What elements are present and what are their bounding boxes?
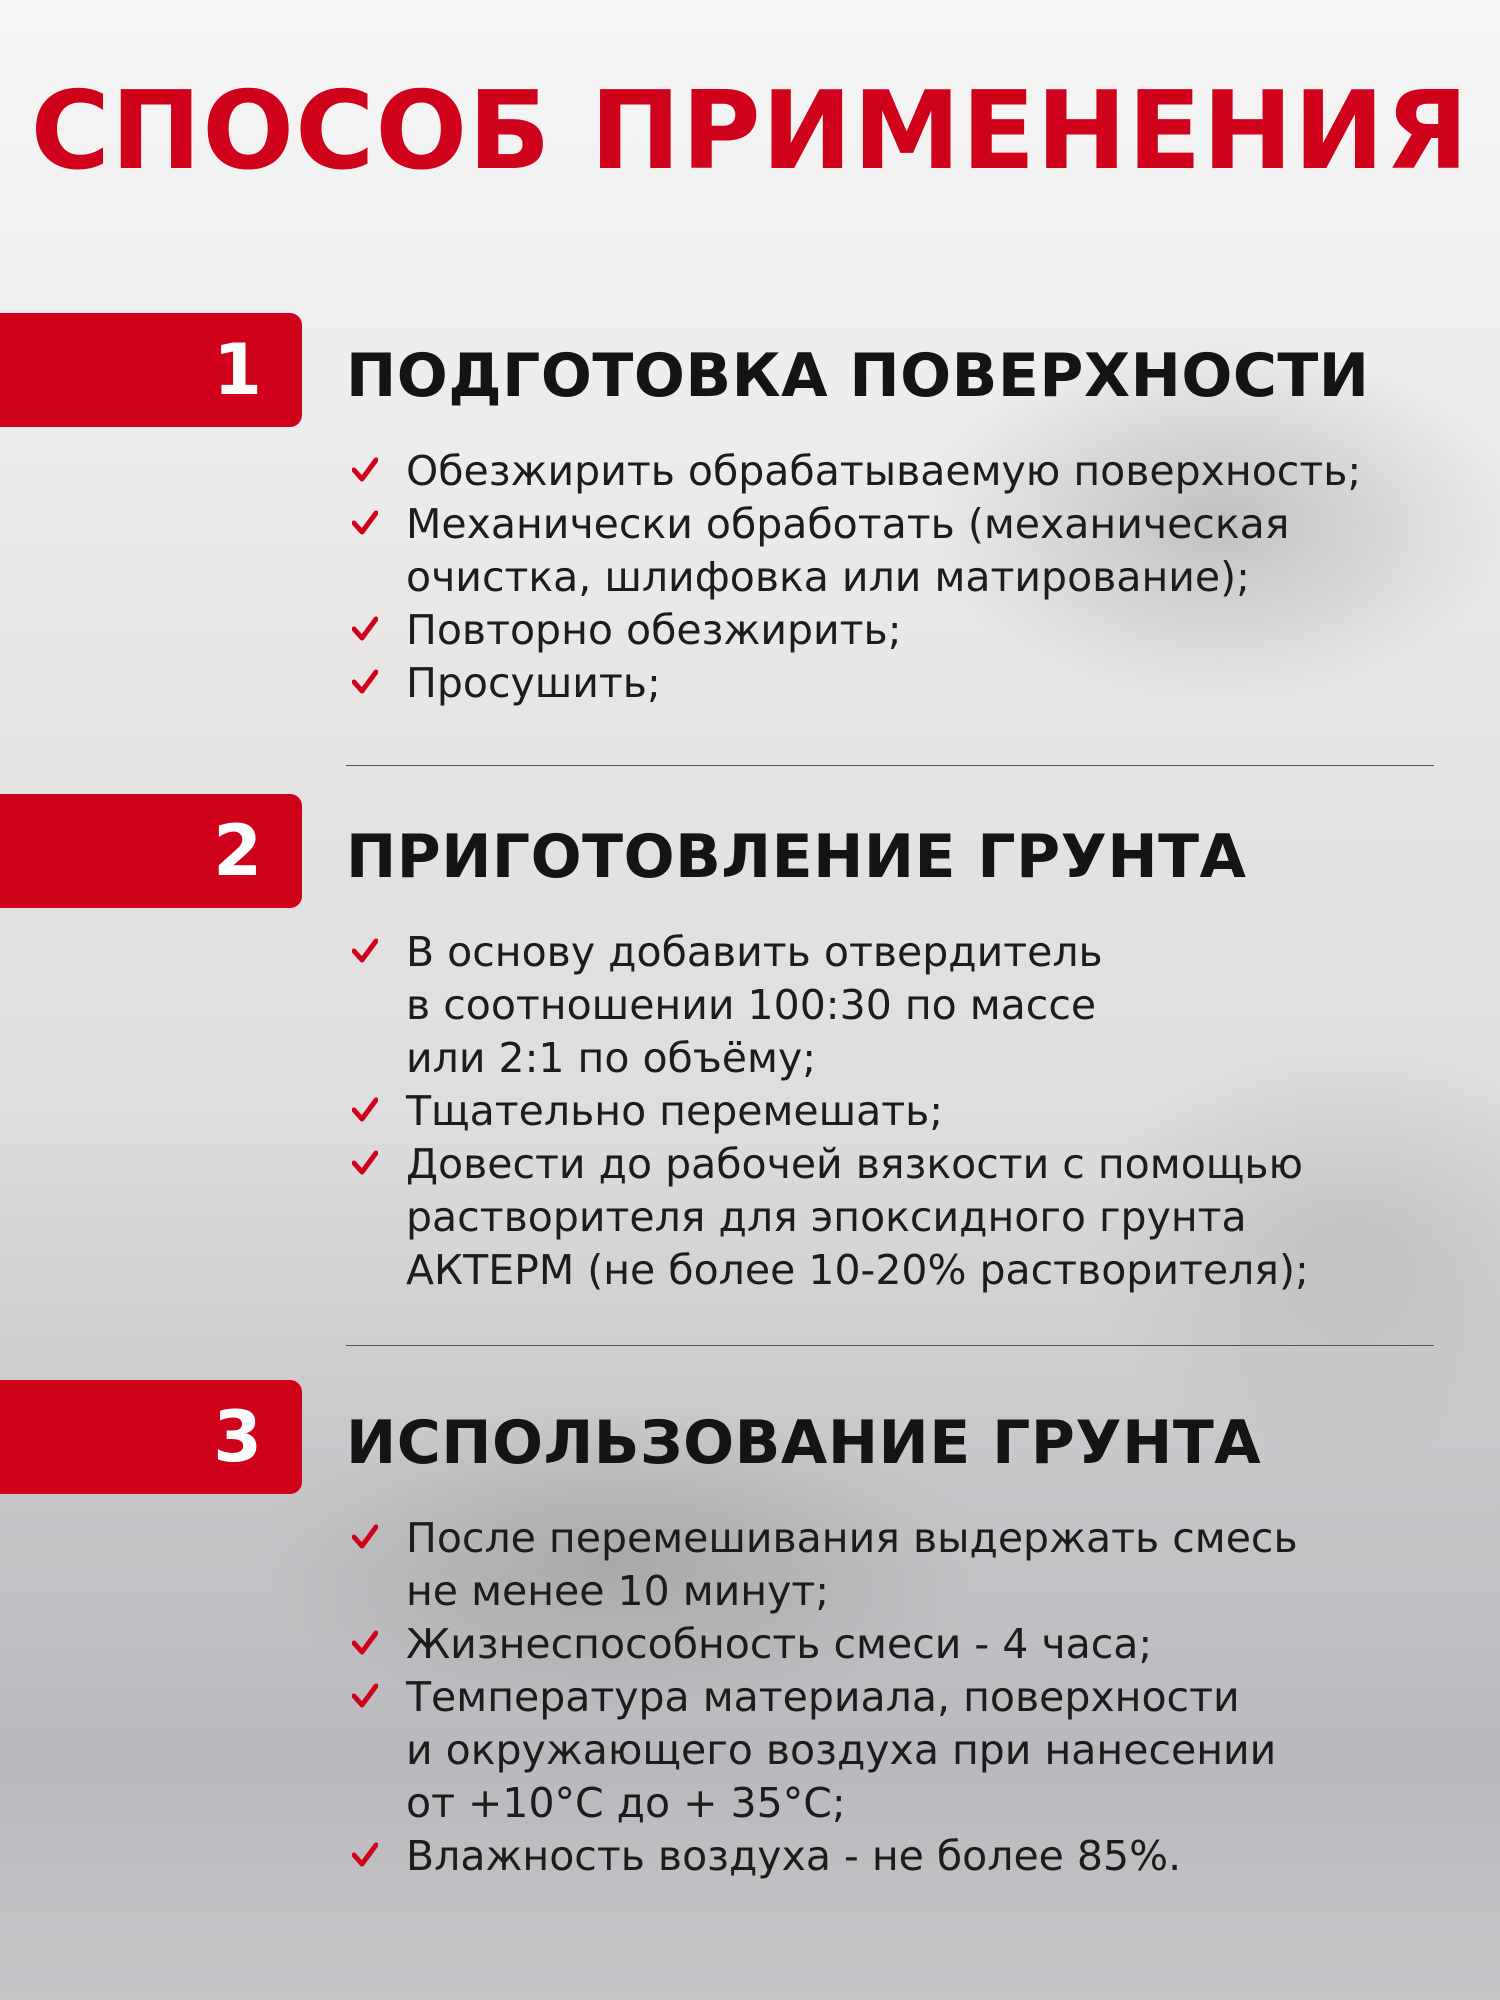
section-divider: [346, 1345, 1434, 1346]
list-item-text: После перемешивания выдержать смесь не менее 10 минут;: [406, 1514, 1298, 1615]
section-number-badge: [0, 313, 302, 427]
check-icon: [352, 669, 378, 695]
list-item-text: Жизнеспособность смеси - 4 часа;: [406, 1620, 1153, 1668]
check-icon: [352, 1842, 378, 1868]
list-item: [352, 926, 1472, 1085]
step-list: [352, 1512, 1472, 1883]
list-item-text: Довести до рабочей вязкости с помощью растворителя для эпоксидного грунта АКТЕРМ (не более 10-20% растворителя);: [406, 1140, 1309, 1294]
list-item: [352, 1085, 1472, 1138]
list-item: [352, 445, 1472, 498]
section-number-badge: [0, 794, 302, 908]
list-item-text: Обезжирить обрабатываемую поверхность;: [406, 447, 1362, 495]
check-icon: [352, 1524, 378, 1550]
list-item-text: Тщательно перемешать;: [406, 1087, 944, 1135]
section-title: ПОДГОТОВКА ПОВЕРХНОСТИ: [346, 341, 1370, 411]
check-icon: [352, 457, 378, 483]
check-icon: [352, 1097, 378, 1123]
section-number: 2: [213, 810, 262, 892]
list-item-text: Повторно обезжирить;: [406, 606, 902, 654]
section-title: ИСПОЛЬЗОВАНИЕ ГРУНТА: [346, 1408, 1262, 1478]
list-item-text: Механически обработать (механическая очистка, шлифовка или матирование);: [406, 500, 1290, 601]
check-icon: [352, 510, 378, 536]
page-title: СПОСОБ ПРИМЕНЕНИЯ: [30, 69, 1470, 194]
section-number-badge: [0, 1380, 302, 1494]
check-icon: [352, 616, 378, 642]
step-list: [352, 926, 1472, 1297]
list-item-text: Влажность воздуха - не более 85%.: [406, 1832, 1182, 1880]
list-item: [352, 1512, 1472, 1618]
section-number: 1: [213, 329, 262, 411]
check-icon: [352, 1630, 378, 1656]
check-icon: [352, 938, 378, 964]
step-list: [352, 445, 1472, 710]
section-number: 3: [213, 1396, 262, 1478]
list-item-text: Просушить;: [406, 659, 661, 707]
list-item: [352, 1138, 1472, 1297]
list-item: [352, 498, 1472, 604]
check-icon: [352, 1150, 378, 1176]
list-item: [352, 604, 1472, 657]
section-divider: [346, 765, 1434, 766]
list-item-text: В основу добавить отвердитель в соотношении 100:30 по массе или 2:1 по объёму;: [406, 928, 1103, 1082]
list-item-text: Температура материала, поверхности и окружающего воздуха при нанесении от +10°С до + 35°С;: [406, 1673, 1277, 1827]
list-item: [352, 657, 1472, 710]
list-item: [352, 1830, 1472, 1883]
list-item: [352, 1671, 1472, 1830]
section-title: ПРИГОТОВЛЕНИЕ ГРУНТА: [346, 822, 1247, 892]
list-item: [352, 1618, 1472, 1671]
check-icon: [352, 1683, 378, 1709]
